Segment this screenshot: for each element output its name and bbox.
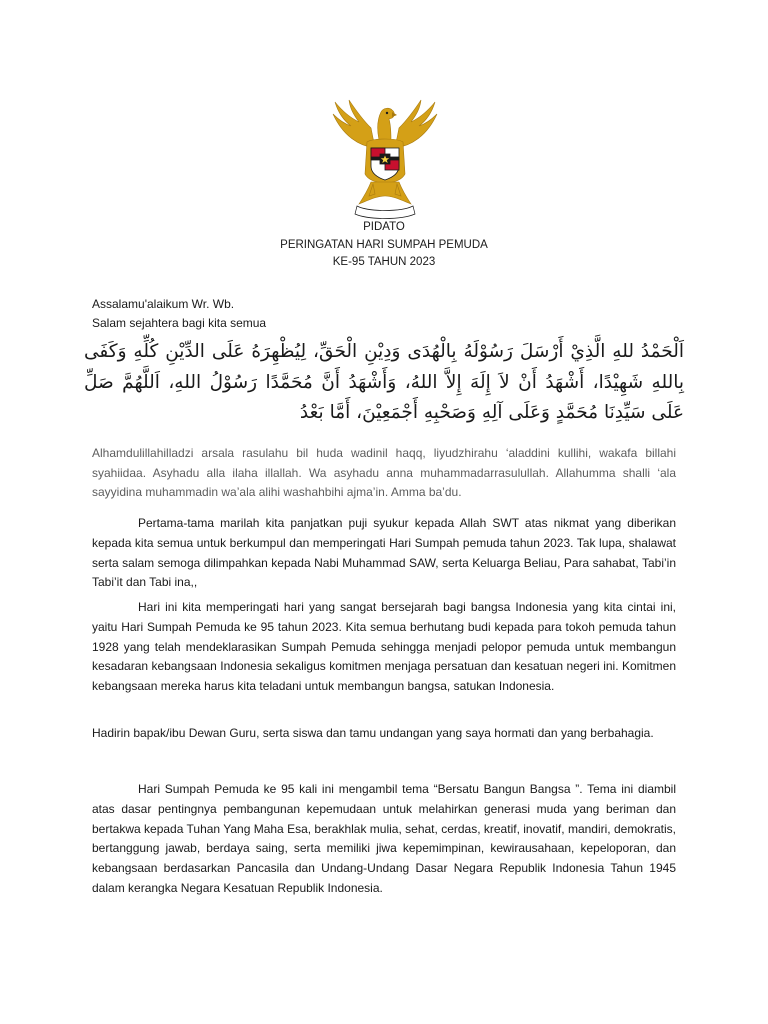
greeting-line-2: Salam sejahtera bagi kita semua (92, 316, 267, 330)
document-edition: KE-95 TAHUN 2023 (332, 256, 436, 268)
paragraph-theme: Hari Sumpah Pemuda ke 95 kali ini mengambil tema “Bersatu Bangun Bangsa ”. Tema ini diambil atas dasar pentingnya pembangunan kepemudaan untuk melahirkan generasi muda yang beriman dan bertakwa kepada Tuhan Yang Maha Esa, berakhlak mulia, sehat, cerdas, kreatif, inovatif, mandiri, demokratis, bertanggung jawab, berdaya saing, serta memiliki jiwa kepemimpinan, kewirausahaan, kepeloporan, dan kebangsaan berdasarkan Pancasila dan Undang-Undang Dasar Negara Republik Indonesia Tahun 1945 dalam kerangka Negara Kesatuan Republik Indonesia. (92, 782, 676, 895)
document-title: PIDATO (363, 221, 405, 233)
paragraph-audience-greeting: Hadirin bapak/ibu Dewan Guru, serta siswa dan tamu undangan yang saya hormati dan yang berbahagia. (92, 726, 654, 740)
opening-arabic: اَلْحَمْدُ للهِ الَّذِيْ أَرْسَلَ رَسُوْلَهُ بِالْهُدَى وَدِيْنِ الْحَقِّ، لِيُظْهِرَهُ عَلَى الدِّيْنِ كُلِّهِ وَكَفَى بِاللهِ شَهِيْدًا، أَشْهَدُ أَنْ لاَ إِلَهَ إِلاَّ اللهُ، وَأَشْهَدُ أَنَّ مُحَمَّدًا رَسُوْلُ اللهِ، اَللَّهُمَّ صَلِّ عَلَى سَيِّدِنَا مُحَمَّدٍ وَعَلَى آلِهِ وَصَحْبِهِ أَجْمَعِيْنَ، أَمَّا بَعْدُ (84, 341, 684, 423)
paragraph-history: Hari ini kita memperingati hari yang sangat bersejarah bagi bangsa Indonesia yang kita cintai ini, yaitu Hari Sumpah Pemuda ke 95 tahun 2023. Kita semua berhutang budi kepada para tokoh pemuda tahun 1928 yang telah mendeklarasikan Sumpah Pemuda sehingga menjadi pelopor pemuda untuk membangun kesadaran kebangsaan Indonesia sekaligus komitmen menjaga persatuan dan kesatuan negeri ini. Komitmen kebangsaan mereka harus kita teladani untuk membangun bangsa, satukan Indonesia. (92, 600, 676, 694)
garuda-pancasila-emblem (329, 96, 441, 220)
greeting (92, 295, 676, 333)
document-subtitle: PERINGATAN HARI SUMPAH PEMUDA (280, 238, 488, 251)
speech-title-block (0, 219, 768, 272)
garuda-icon (329, 96, 441, 220)
opening-transliteration: Alhamdulillahilladzi arsala rasulahu bil huda wadinil haqq, liyudzhirahu ‘aladdini kullihi, wakafa billahi syahiidaa. Asyhadu alla ilaha illallah. Wa asyhadu anna muhammadarrasulullah. Allahumma shalli ‘ala sayyidina muhammadin wa’ala alihi washahbihi ajma’in. Amma ba’du. (92, 446, 676, 499)
greeting-line-1: Assalamu'alaikum Wr. Wb. (92, 297, 235, 311)
paragraph-opening-gratitude: Pertama-tama marilah kita panjatkan puji syukur kepada Allah SWT atas nikmat yang diberikan kepada kita semua untuk berkumpul dan memperingati Hari Sumpah pemuda tahun 2023. Tak lupa, shalawat serta salam semoga dilimpahkan kepada Nabi Muhammad SAW, serta Keluarga Beliau, Para sahabat, Tabi’in Tabi’it dan Tabi ina,, (92, 516, 676, 590)
